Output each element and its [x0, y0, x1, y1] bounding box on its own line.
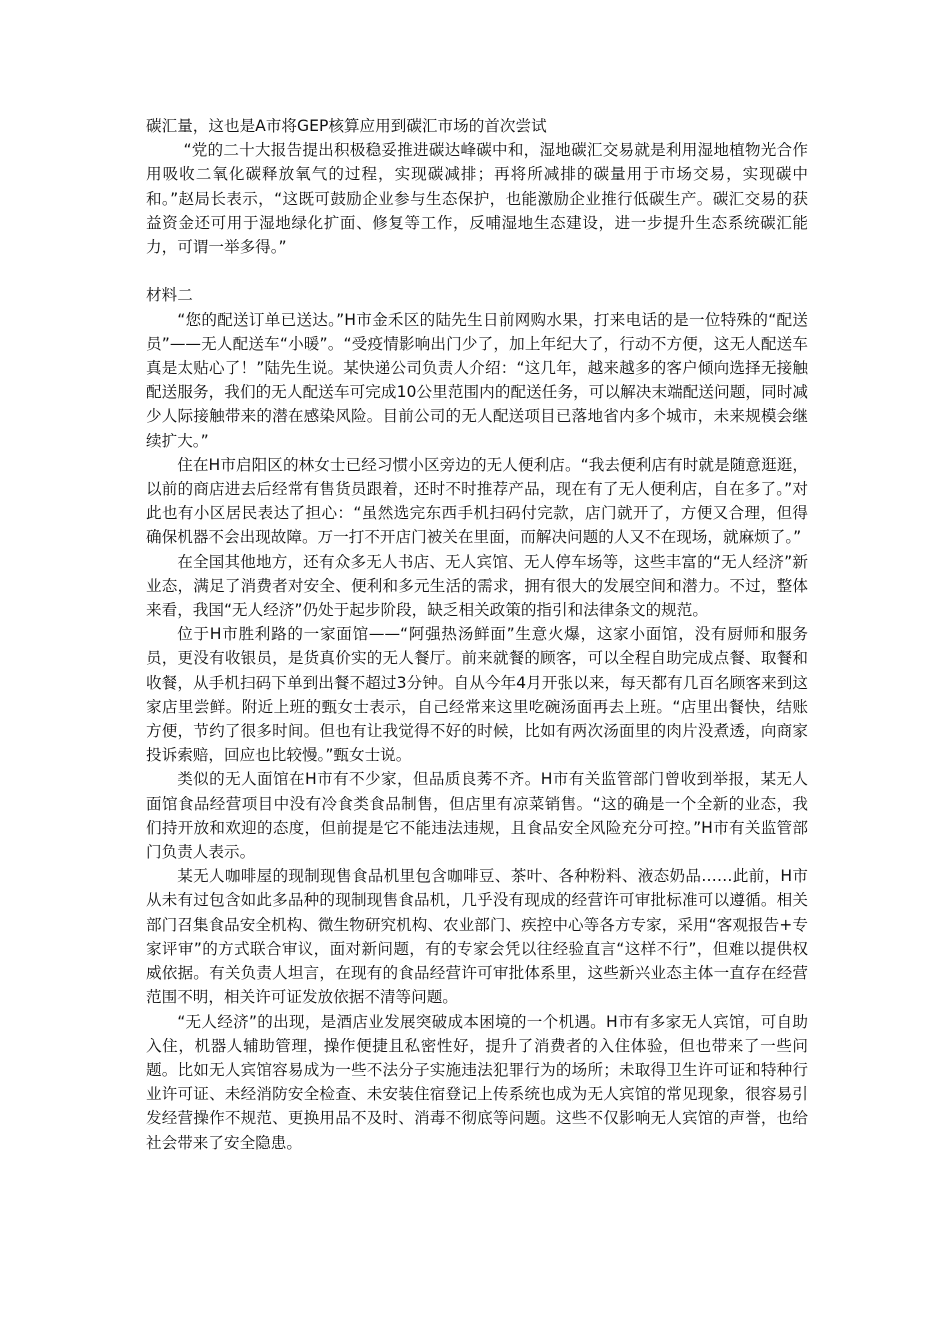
paragraph-hotels: “无人经济”的出现，是酒店业发展突破成本困境的一个机遇。H市有多家无人宾馆，可自助入住，机器人辅助管理，操作便捷且私密性好，提升了消费者的入住体验，但也带来了一些问题。比如无人宾馆容易成为一些不法分子实施违法犯罪行为的场所；未取得卫生许可证和特种行业许可证、未经消防安全检查、未安装住宿登记上传系统也成为无人宾馆的常见现象，很容易引发经营操作不规范、更换用品不及时、消毒不彻底等问题。这些不仅影响无人宾馆的声誉，也给社会带来了安全隐患。: [146, 1012, 808, 1152]
paragraph-noodle-shop: 位于H市胜利路的一家面馆——“阿强热汤鲜面”生意火爆，这家小面馆，没有厨师和服务员，更没有收银员，是货真价实的无人餐厅。前来就餐的顾客，可以全程自助完成点餐、取餐和收餐，从手机扫码下单到出餐不超过3分钟。自从今年4月开张以来，每天都有几百名顾客来到这家店里尝鲜。附近上班的甄女士表示，自己经常来这里吃碗汤面再去上班。“店里出餐快，结账方便，节约了很多时间。但也有让我觉得不好的时候，比如有两次汤面里的肉片没煮透，向商家投诉索赔，回应也比较慢。”甄女士说。: [146, 625, 808, 765]
paragraph-coffee-shop: 某无人咖啡屋的现制现售食品机里包含咖啡豆、茶叶、各种粉料、液态奶品……此前，H市从未有过包含如此多品种的现制现售食品机，几乎没有现成的经营许可审批标准可以遵循。相关部门召集食品安全机构、微生物研究机构、农业部门、疾控中心等各方专家，采用“客观报告+专家评审”的方式联合审议，面对新问题，有的专家会凭以往经验直言“这样不行”，但难以提供权威依据。有关负责人坦言，在现有的食品经营许可审批体系里，这些新兴业态主体一直存在经营范围不明，相关许可证发放依据不清等问题。: [146, 867, 808, 1007]
blank-line: [146, 259, 808, 283]
paragraph-national-overview: 在全国其他地方，还有众多无人书店、无人宾馆、无人停车场等，这些丰富的“无人经济”新业态，满足了消费者对安全、便利和多元生活的需求，拥有很大的发展空间和潜力。不过，整体来看，我国“无人经济”仍处于起步阶段，缺乏相关政策的指引和法律条文的规范。: [146, 552, 808, 620]
paragraph-quote-zhao: “党的二十大报告提出积极稳妥推进碳达峰碳中和，湿地碳汇交易就是利用湿地植物光合作用吸收二氧化碳释放氧气的过程，实现碳减排；再将所减排的碳量用于市场交易，实现碳中和。”赵局长表示，“这既可鼓励企业参与生态保护，也能激励企业推行低碳生产。碳汇交易的获益资金还可用于湿地绿化扩面、修复等工作，反哺湿地生态建设，进一步提升生态系统碳汇能力，可谓一举多得。”: [146, 141, 808, 257]
paragraph-continuation: 碳汇量，这也是A市将GEP核算应用到碳汇市场的首次尝试: [146, 117, 547, 135]
paragraph-supervision: 类似的无人面馆在H市有不少家，但品质良莠不齐。H市有关监管部门曾收到举报，某无人面馆食品经营项目中没有冷食类食品制售，但店里有凉菜销售。“这的确是一个全新的业态，我们持开放和欢迎的态度，但前提是它不能违法违规，且食品安全风险充分可控。”H市有关监管部门负责人表示。: [146, 770, 808, 862]
paragraph-delivery: “您的配送订单已送达。”H市金禾区的陆先生日前网购水果，打来电话的是一位特殊的“配送员”——无人配送车“小暖”。“受疫情影响出门少了，加上年纪大了，行动不方便，这无人配送车真是太贴心了！”陆先生说。某快递公司负责人介绍：“这几年，越来越多的客户倾向选择无接触配送服务，我们的无人配送车可完成10公里范围内的配送任务，可以解决末端配送问题，同时减少人际接触带来的潜在感染风险。目前公司的无人配送项目已落地省内多个城市，未来规模会继续扩大。”: [146, 310, 808, 450]
paragraph-convenience-store: 住在H市启阳区的林女士已经习惯小区旁边的无人便利店。“我去便利店有时就是随意逛逛，以前的商店进去后经常有售货员跟着，还时不时推荐产品，现在有了无人便利店，自在多了。”对此也有小区居民表达了担心：“虽然选完东西手机扫码付完款，店门就开了，方便又合理，但得确保机器不会出现故障。万一打不开店门被关在里面，而解决问题的人又不在现场，就麻烦了。”: [146, 455, 808, 547]
section-heading: 材料二: [146, 286, 193, 305]
document-page: [146, 114, 808, 1155]
